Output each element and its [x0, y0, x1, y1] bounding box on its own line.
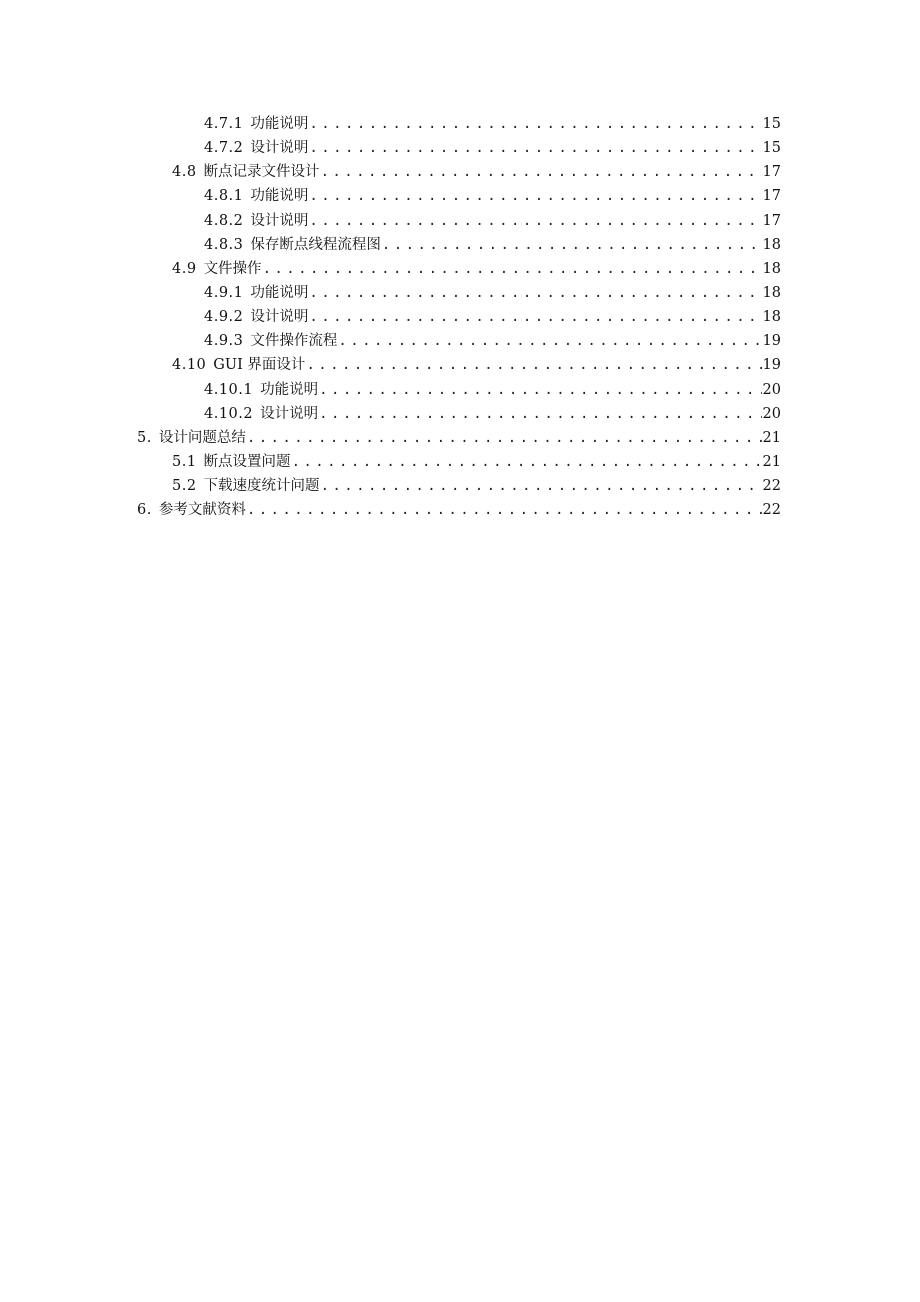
toc-entry[interactable]	[0, 209, 781, 233]
toc-entry[interactable]	[0, 353, 781, 377]
toc-entry[interactable]	[0, 233, 781, 257]
toc-entry-page-number: 17	[762, 212, 781, 229]
dot-leader	[309, 184, 761, 208]
toc-entry-number: 4.10	[172, 357, 207, 374]
toc-entry-text: 文件操作	[203, 260, 262, 277]
toc-entry-number: 4.8	[172, 164, 197, 181]
toc-entry-title	[204, 305, 308, 329]
toc-entry-text: 功能说明	[250, 284, 309, 301]
toc-entry-number: 4.9.3	[204, 333, 244, 350]
toc-entry-text: 设计说明	[250, 212, 309, 229]
toc-entry-number: 5.1	[172, 453, 197, 470]
toc-entry[interactable]	[0, 402, 781, 426]
toc-entry-text: 断点记录文件设计	[203, 164, 320, 181]
toc-entry[interactable]	[0, 112, 781, 136]
dot-leader	[309, 281, 761, 305]
toc-entry[interactable]	[0, 329, 781, 353]
toc-entry-page-number: 19	[762, 357, 781, 374]
toc-entry-title	[204, 402, 318, 426]
toc-entry-number: 4.9.1	[204, 284, 244, 301]
toc-entry[interactable]	[0, 160, 781, 184]
dot-leader	[321, 474, 762, 498]
toc-entry-page-number: 18	[762, 309, 781, 326]
toc-entry-text: GUI 界面设计	[213, 357, 306, 374]
dot-leader	[321, 160, 762, 184]
toc-entry-text: 文件操作流程	[250, 333, 338, 350]
toc-entry-title	[137, 426, 246, 450]
toc-entry-number: 5.	[137, 429, 152, 446]
dot-leader	[292, 450, 762, 474]
toc-entry-number: 6.	[137, 502, 152, 519]
toc-entry-number: 4.7.1	[204, 116, 244, 132]
toc-entry-page-number: 18	[762, 284, 781, 301]
toc-entry-number: 4.10.1	[204, 381, 254, 398]
toc-entry-page-number: 21	[762, 453, 781, 470]
toc-entry-number: 4.9	[172, 260, 197, 277]
toc-entry-title	[204, 112, 308, 136]
dot-leader	[247, 426, 762, 450]
toc-entry-title	[204, 184, 308, 208]
toc-entry-number: 4.7.2	[204, 140, 244, 157]
dot-leader	[263, 257, 762, 281]
toc-entry-page-number: 19	[762, 333, 781, 350]
toc-entry-number: 4.8.3	[204, 236, 244, 253]
toc-entry-number: 4.9.2	[204, 309, 244, 326]
toc-entry-page-number: 21	[762, 429, 781, 446]
dot-leader	[319, 378, 761, 402]
toc-entry-title	[137, 498, 246, 522]
toc-entry-page-number: 15	[762, 116, 781, 132]
toc-entry-text: 保存断点线程流程图	[250, 236, 381, 253]
toc-entry-title	[172, 257, 262, 281]
dot-leader	[382, 233, 762, 257]
toc-entry[interactable]	[0, 305, 781, 329]
toc-entry-title	[204, 281, 308, 305]
toc-entry-title	[204, 233, 381, 257]
toc-entry[interactable]	[0, 474, 781, 498]
toc-entry[interactable]	[0, 498, 781, 522]
toc-entry[interactable]	[0, 378, 781, 402]
toc-entry-title	[172, 474, 320, 498]
table-of-contents	[0, 112, 920, 522]
toc-entry-text: 功能说明	[250, 188, 309, 205]
toc-entry-text: 设计说明	[250, 140, 309, 157]
toc-entry-number: 4.10.2	[204, 405, 254, 422]
toc-entry-page-number: 18	[762, 236, 781, 253]
toc-entry-text: 功能说明	[250, 116, 309, 132]
toc-entry-text: 参考文献资料	[158, 502, 246, 519]
toc-entry[interactable]	[0, 450, 781, 474]
dot-leader	[247, 498, 762, 522]
toc-entry-page-number: 20	[762, 381, 781, 398]
toc-entry[interactable]	[0, 184, 781, 208]
toc-entry-number: 5.2	[172, 478, 197, 495]
toc-entry-text: 设计问题总结	[158, 429, 246, 446]
dot-leader	[306, 353, 761, 377]
toc-entry-title	[172, 450, 291, 474]
toc-entry-page-number: 17	[762, 188, 781, 205]
dot-leader	[319, 402, 761, 426]
dot-leader	[309, 136, 761, 160]
toc-entry-title	[204, 329, 337, 353]
toc-entry-title	[172, 353, 305, 377]
toc-entry-number: 4.8.1	[204, 188, 244, 205]
toc-entry-text: 设计说明	[250, 309, 309, 326]
toc-entry-number: 4.8.2	[204, 212, 244, 229]
toc-entry-text: 设计说明	[260, 405, 319, 422]
toc-entry-page-number: 22	[762, 502, 781, 519]
dot-leader	[309, 209, 761, 233]
toc-entry-page-number: 17	[762, 164, 781, 181]
toc-entry-title	[204, 136, 308, 160]
toc-entry-title	[172, 160, 320, 184]
toc-entry-title	[204, 209, 308, 233]
toc-entry-text: 下载速度统计问题	[203, 478, 320, 495]
dot-leader	[338, 329, 761, 353]
toc-entry-page-number: 15	[762, 140, 781, 157]
toc-entry-text: 断点设置问题	[203, 453, 291, 470]
toc-entry[interactable]	[0, 136, 781, 160]
toc-entry-text: 功能说明	[260, 381, 319, 398]
dot-leader	[309, 112, 761, 136]
toc-entry[interactable]	[0, 426, 781, 450]
toc-entry-page-number: 18	[762, 260, 781, 277]
toc-entry-page-number: 20	[762, 405, 781, 422]
toc-entry-title	[204, 378, 318, 402]
dot-leader	[309, 305, 761, 329]
toc-entry-page-number: 22	[762, 478, 781, 495]
toc-entry[interactable]	[0, 281, 781, 305]
toc-entry[interactable]	[0, 257, 781, 281]
